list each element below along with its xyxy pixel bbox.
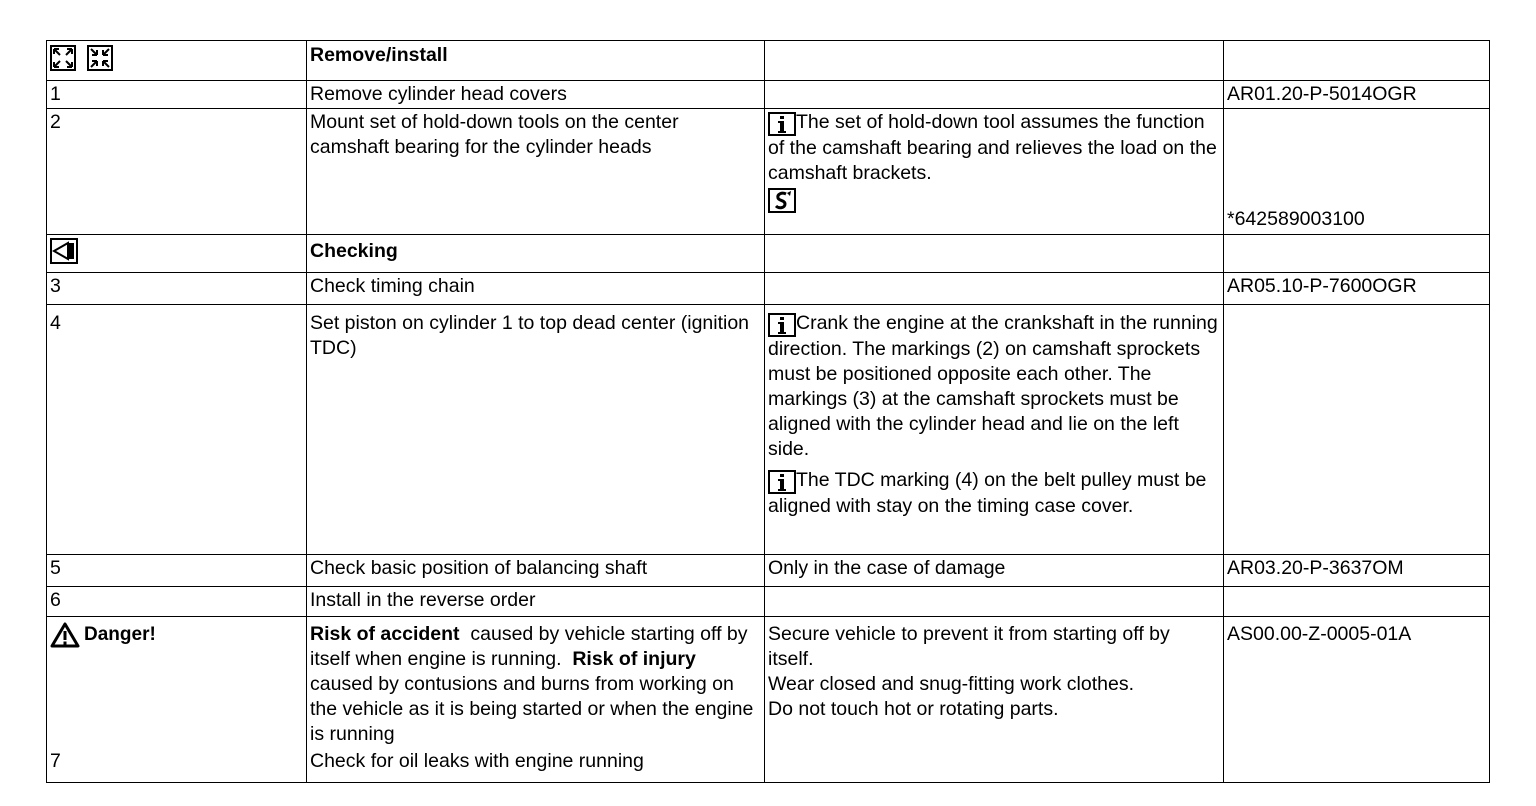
step-description: Check timing chain (307, 273, 765, 305)
table-row (47, 41, 1490, 81)
info-icon (768, 470, 796, 494)
risk-injury-text: caused by contusions and burns from working on the vehicle as it is being started or when the engine is running (310, 673, 754, 745)
table-row (47, 305, 1490, 555)
note-cell: Only in the case of damage (765, 555, 1224, 587)
step-description: Mount set of hold-down tools on the center camshaft bearing for the cylinder heads (307, 109, 765, 235)
document-reference: AR05.10-P-7600OGR (1224, 273, 1490, 305)
table-row (47, 109, 1490, 235)
step-description: Install in the reverse order (307, 587, 765, 617)
danger-cell (47, 617, 307, 783)
empty-cell (765, 587, 1224, 617)
empty-cell (1224, 41, 1490, 81)
table-row (47, 555, 1490, 587)
remove-icon (50, 45, 76, 71)
step-description: Remove cylinder head covers (307, 81, 765, 109)
document-reference: AS00.00-Z-0005-01A (1224, 617, 1490, 783)
safety-line: Do not touch hot or rotating parts. (768, 698, 1059, 720)
risk-accident-text: caused by vehicle starting off by itself when engine is running. (310, 623, 753, 670)
step-icons-cell (47, 41, 307, 81)
safety-line: Secure vehicle to prevent it from starting off by itself. (768, 623, 1170, 670)
procedure-table (46, 40, 1490, 783)
step-number: 4 (47, 305, 307, 555)
note-cell (765, 109, 1224, 235)
step-number: 2 (47, 109, 307, 235)
table-row (47, 587, 1490, 617)
warning-triangle-icon (50, 622, 80, 648)
info-icon (768, 313, 796, 337)
empty-cell (765, 273, 1224, 305)
info-icon (768, 112, 796, 136)
install-icon (87, 45, 113, 71)
empty-cell (1224, 235, 1490, 273)
checking-icon (50, 238, 78, 264)
info-note-text: Crank the engine at the crankshaft in the running direction. The markings (2) on camshaft sprockets must be positioned opposite each other. The markings (3) at the camshaft sprockets must be aligned with the cylinder head and lie on the left side. (768, 312, 1218, 460)
special-tool-icon (768, 188, 796, 213)
danger-description (307, 617, 765, 783)
step-description: Check basic position of balancing shaft (307, 555, 765, 587)
empty-cell (1224, 587, 1490, 617)
safety-line: Wear closed and snug-fitting work clothes. (768, 673, 1134, 695)
safety-measures (765, 617, 1224, 783)
checking-icon-cell (47, 235, 307, 273)
note-cell (765, 305, 1224, 555)
table-row (47, 235, 1490, 273)
danger-label: Danger! (84, 624, 156, 645)
empty-cell (765, 41, 1224, 81)
document-reference: AR03.20-P-3637OM (1224, 555, 1490, 587)
tool-number: *642589003100 (1227, 208, 1365, 230)
table-row (47, 617, 1490, 783)
empty-cell (765, 235, 1224, 273)
info-note-text: The set of hold-down tool assumes the function of the camshaft bearing and relieves the load on the camshaft brackets. (768, 111, 1217, 184)
step-number: 1 (47, 81, 307, 109)
risk-injury-label: Risk of injury (572, 648, 696, 670)
empty-cell (765, 81, 1224, 109)
step-number: 6 (47, 587, 307, 617)
step-number: 5 (47, 555, 307, 587)
step-number: 7 (50, 750, 61, 772)
section-title: Checking (307, 235, 765, 273)
step-number: 3 (47, 273, 307, 305)
info-note-text: The TDC marking (4) on the belt pulley must be aligned with stay on the timing case cover. (768, 469, 1207, 517)
step-description: Set piston on cylinder 1 to top dead center (ignition TDC) (307, 305, 765, 555)
table-row (47, 81, 1490, 109)
section-title: Remove/install (307, 41, 765, 81)
risk-accident-label: Risk of accident (310, 623, 460, 645)
document-reference: AR01.20-P-5014OGR (1224, 81, 1490, 109)
empty-cell (1224, 305, 1490, 555)
step-description: Check for oil leaks with engine running (310, 750, 644, 772)
table-row (47, 273, 1490, 305)
document-reference-cell (1224, 109, 1490, 235)
